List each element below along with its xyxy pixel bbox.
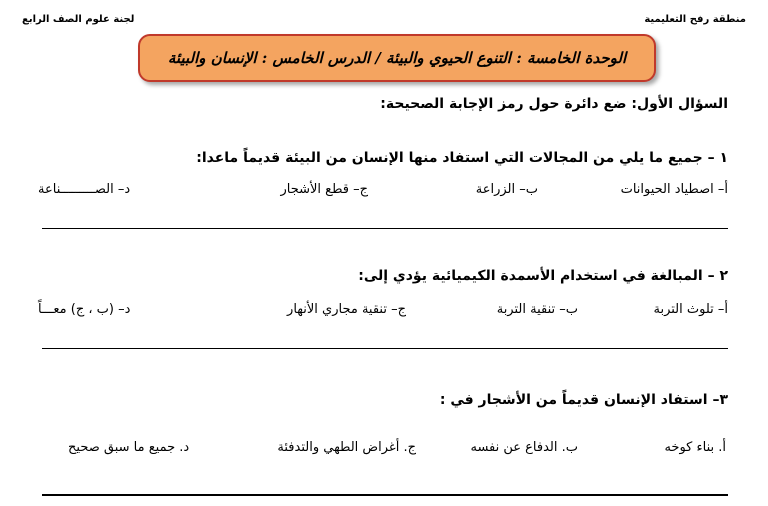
question-3-option-d[interactable]: د. جميع ما سبق صحيح <box>68 440 190 455</box>
header-directorate: منطقة رفح التعليمية <box>644 14 746 25</box>
question-1-option-b[interactable]: ب– الزراعة <box>475 182 538 197</box>
question-1-option-d[interactable]: د– الصـــــــــناعة <box>38 182 131 197</box>
question-2-option-a[interactable]: أ– تلوث التربة <box>653 302 728 317</box>
divider-line <box>42 228 728 229</box>
divider-line <box>42 348 728 349</box>
question-3-option-a[interactable]: أ. بناء كوخه <box>664 440 726 455</box>
lesson-title: الوحدة الخامسة : التنوع الحيوي والبيئة / الدرس الخامس : الإنسان والبيئة <box>167 49 627 67</box>
instruction-text: السؤال الأول: ضع دائرة حول رمز الإجابة الصحيحة: <box>380 96 728 112</box>
question-2-option-c[interactable]: ج– تنقية مجاري الأنهار <box>287 302 406 317</box>
question-3-option-b[interactable]: ب. الدفاع عن نفسه <box>470 440 578 455</box>
question-2-option-d[interactable]: د– (ب ، ج) معـــاً <box>38 302 131 317</box>
question-2-text: ٢ – المبالغة في استخدام الأسمدة الكيميائية يؤدي إلى: <box>358 268 728 284</box>
question-2-option-b[interactable]: ب– تنقية التربة <box>496 302 578 317</box>
question-3-text: ٣– استفاد الإنسان قديماً من الأشجار في : <box>439 392 728 408</box>
divider-line <box>42 494 728 496</box>
question-3-option-c[interactable]: ج. أغراض الطهي والتدفئة <box>277 440 416 455</box>
header-committee: لجنة علوم الصف الرابع <box>22 14 135 25</box>
question-1-text: ١ – جميع ما يلي من المجالات التي استفاد منها الإنسان من البيئة قديماً ماعدا: <box>196 150 728 166</box>
lesson-title-box <box>138 34 656 82</box>
question-1-option-a[interactable]: أ– اصطياد الحيوانات <box>620 182 728 197</box>
question-1-option-c[interactable]: ج– قطع الأشجار <box>280 182 368 197</box>
